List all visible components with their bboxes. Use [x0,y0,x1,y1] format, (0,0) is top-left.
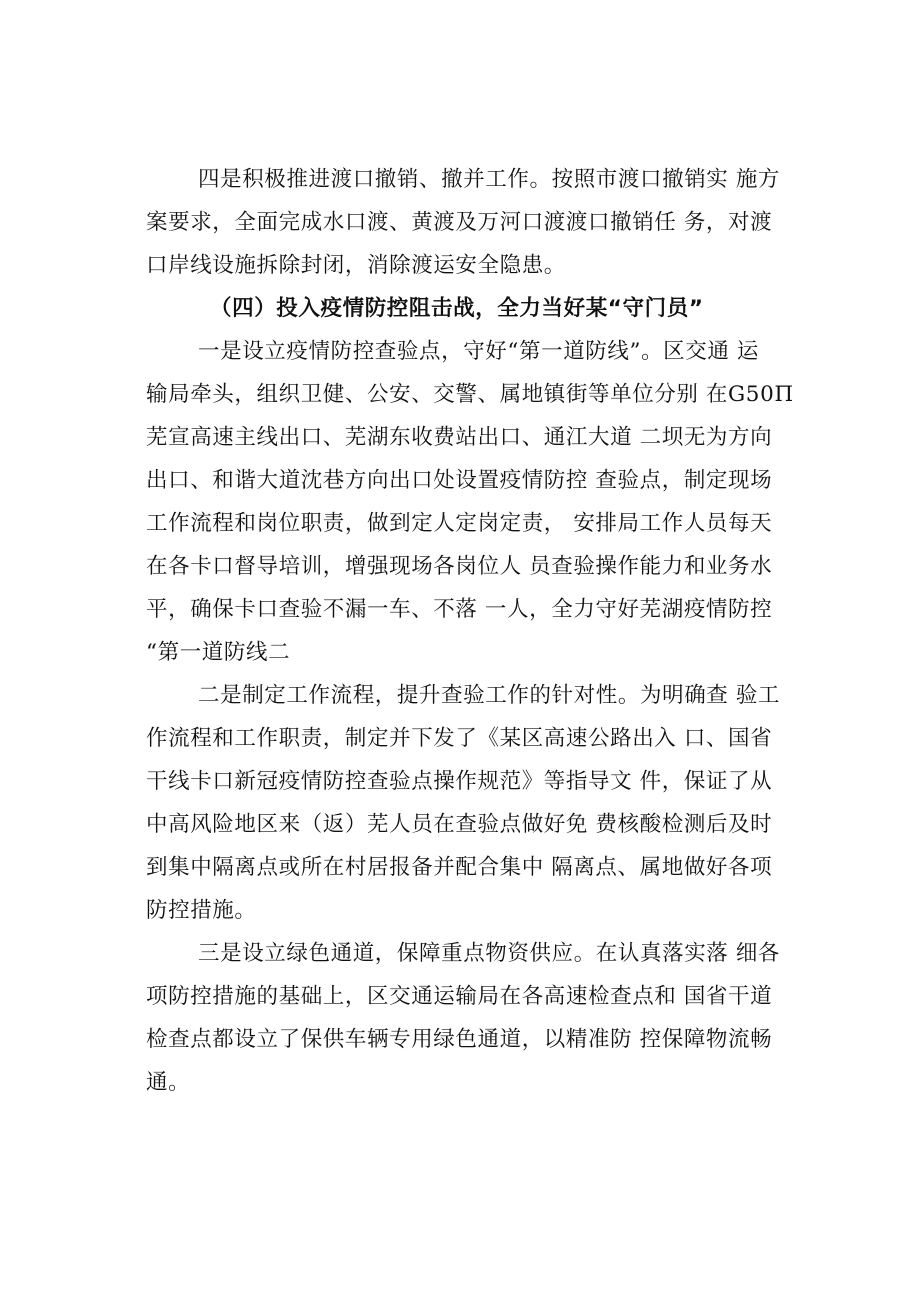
paragraph-4-line-4: 通。 [146,1070,191,1095]
paragraph-3-line-6: 防控措施。 [146,898,257,923]
paragraph-4-line-3: 检查点都设立了保供车辆专用绿色通道，以精准防 控保障物流畅 [146,1027,773,1052]
paragraph-2-line-1: 一是设立疫情防控查验点，守好“第一道防线”。区交通 运 [198,339,760,364]
paragraph-3-line-5: 到集中隔离点或所在村居报备并配合集中 隔离点、属地做好各项 [146,855,773,880]
paragraph-1-line-1: 四是积极推进渡口撤销、撤并工作。按照市渡口撤销实 施方 [198,167,781,192]
paragraph-3-line-3: 干线卡口新冠疫情防控查验点操作规范》等指导文 件，保证了从 [146,769,773,794]
paragraph-2-line-4: 出口、和谐大道沈巷方向出口处设置疫情防控 查验点，制定现场 [146,468,773,493]
paragraph-4-line-2: 项防控措施的基础上，区交通运输局在各高速检查点和 国省干道 [146,984,773,1009]
paragraph-3-line-4: 中高风险地区来（返）芜人员在查验点做好免 费核酸检测后及时 [146,812,773,837]
paragraph-2-line-8: “第一道防线二 [146,640,291,665]
paragraph-2-line-3: 芜宣高速主线出口、芜湖东收费站出口、通江大道 二坝无为方向 [146,425,773,450]
paragraph-1-line-3: 口岸线设施拆除封闭，消除渡运安全隐患。 [146,253,566,278]
paragraph-2-line-2: 输局牵头，组织卫健、公安、交警、属地镇街等单位分别 在G50Π [146,382,794,407]
paragraph-2-line-5: 工作流程和岗位职责，做到定人定岗定责， 安排局工作人员每天 [146,511,773,536]
paragraph-4-line-1: 三是设立绿色通道，保障重点物资供应。在认真落实落 细各 [198,941,781,966]
paragraph-3-line-1: 二是制定工作流程，提升查验工作的针对性。为明确查 验工 [198,683,781,708]
paragraph-2-line-6: 在各卡口督导培训，增强现场各岗位人 员查验操作能力和业务水 [146,554,773,579]
paragraph-3-line-2: 作流程和工作职责，制定并下发了《某区高速公路出入 口、国省 [146,726,773,751]
paragraph-2-line-7: 平，确保卡口查验不漏一车、不落 一人，全力守好芜湖疫情防控 [146,597,773,622]
section-heading: （四）投入疫情防控阻击战，全力当好某“守门员” [210,296,704,321]
paragraph-1-line-2: 案要求，全面完成水口渡、黄渡及万河口渡渡口撤销任 务，对渡 [146,210,773,235]
